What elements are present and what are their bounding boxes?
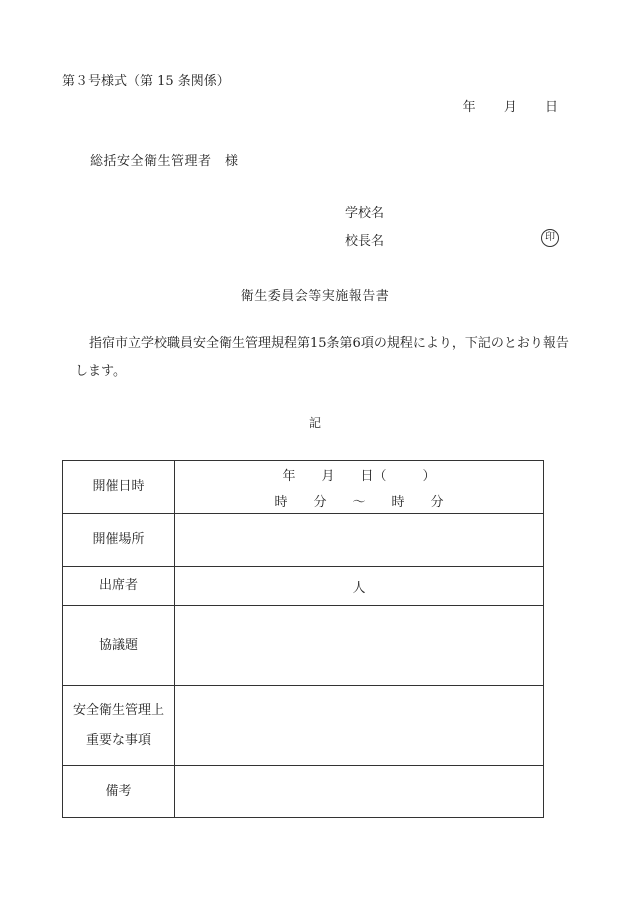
remarks-label: 備考 <box>63 766 175 818</box>
dt-paren-close: ） <box>422 468 436 484</box>
date-month: 月 <box>503 100 517 115</box>
remarks-value-cell[interactable] <box>175 766 544 818</box>
report-table <box>62 460 544 818</box>
table-row-place <box>63 514 544 567</box>
agenda-value-cell[interactable] <box>175 606 544 686</box>
dt-year: 年 <box>282 468 296 484</box>
dt-hour-start: 時 <box>274 494 288 510</box>
attendees-value-cell[interactable] <box>175 567 544 606</box>
important-label-line2: 重要な事項 <box>85 732 151 748</box>
dt-hour-end: 時 <box>391 494 405 510</box>
principal-name-label: 校長名 <box>345 234 385 249</box>
ki-label: 記 <box>308 416 321 430</box>
datetime-time-line <box>175 487 543 513</box>
dt-tilde: ～ <box>352 494 366 510</box>
date-line <box>463 96 558 115</box>
table-row-remarks <box>63 766 544 818</box>
agenda-label: 協議題 <box>63 606 175 686</box>
body-paragraph: 指宿市立学校職員安全衛生管理規程第15条第6項の規程により，下記のとおり報告します。 <box>75 336 569 379</box>
datetime-value-cell[interactable] <box>175 461 544 514</box>
table-row-agenda <box>63 606 544 686</box>
school-name-label: 学校名 <box>345 206 385 221</box>
dt-day: 日 <box>360 468 374 484</box>
attendees-label: 出席者 <box>63 567 175 606</box>
table-row-datetime <box>63 461 544 514</box>
important-matters-label <box>63 686 175 766</box>
dt-month: 月 <box>321 468 335 484</box>
place-label: 開催場所 <box>63 514 175 567</box>
table-row-important <box>63 686 544 766</box>
dt-minute-end: 分 <box>430 494 444 510</box>
datetime-label: 開催日時 <box>63 461 175 514</box>
place-value-cell[interactable] <box>175 514 544 567</box>
addressee: 総括安全衛生管理者 様 <box>90 154 239 169</box>
dt-paren-open: （ <box>373 468 387 484</box>
important-matters-value-cell[interactable] <box>175 686 544 766</box>
datetime-date-line <box>175 461 543 487</box>
table-row-attendees <box>63 567 544 606</box>
dt-minute-start: 分 <box>313 494 327 510</box>
document-title: 衛生委員会等実施報告書 <box>240 289 390 304</box>
date-day: 日 <box>544 100 558 115</box>
form-number: 第３号様式（第 15 条関係） <box>62 74 230 89</box>
attendees-unit: 人 <box>352 580 366 596</box>
date-year: 年 <box>462 100 476 115</box>
seal-icon: 印 <box>541 229 559 247</box>
important-label-line1: 安全衛生管理上 <box>72 702 164 718</box>
